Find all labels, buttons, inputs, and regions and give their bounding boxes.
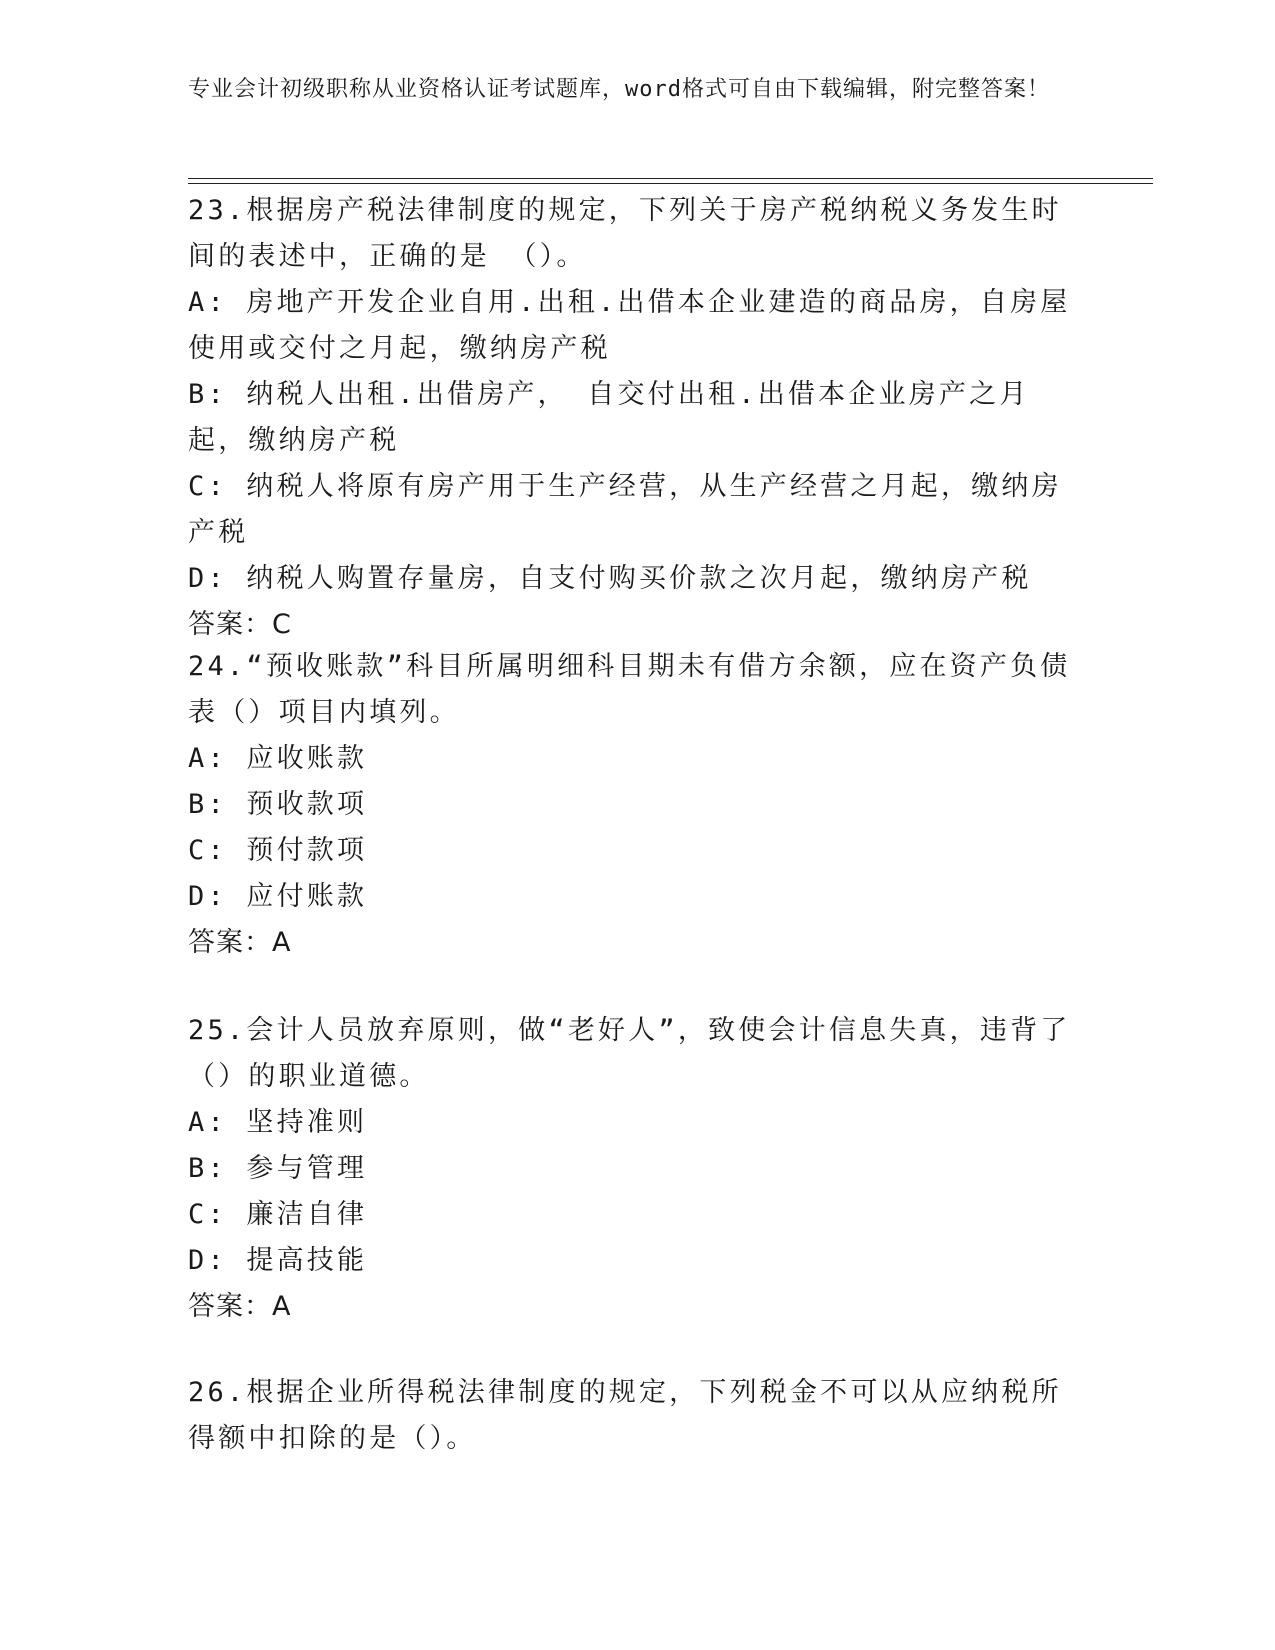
question-23	[188, 188, 1088, 648]
option-d: D: 纳税人购置存量房，自支付购买价款之次月起，缴纳房产税	[188, 563, 1032, 594]
question-stem: 25.会计人员放弃原则，做“老好人”，致使会计信息失真，违背了（）的职业道德。	[188, 1015, 1071, 1092]
option-a: A: 房地产开发企业自用.出租.出借本企业建造的商品房，自房屋使用或交付之月起，缴纳房产税	[188, 287, 1071, 364]
question-stem: 26.根据企业所得税法律制度的规定，下列税金不可以从应纳税所得额中扣除的是（）。	[188, 1377, 1062, 1454]
option-d: D: 提高技能	[188, 1245, 368, 1276]
option-c: C: 预付款项	[188, 835, 368, 866]
header-divider-bottom	[188, 183, 1153, 184]
question-26	[188, 1370, 1088, 1462]
question-25	[188, 1008, 1088, 1330]
answer-line: 答案：C	[188, 609, 292, 640]
option-c: C: 廉洁自律	[188, 1199, 368, 1230]
option-b: B: 纳税人出租.出借房产， 自交付出租.出借本企业房产之月起，缴纳房产税	[188, 379, 1030, 456]
header-divider-top	[188, 178, 1153, 179]
option-c: C: 纳税人将原有房产用于生产经营，从生产经营之月起，缴纳房产税	[188, 471, 1062, 548]
question-24	[188, 644, 1088, 966]
question-stem: 24.“预收账款”科目所属明细科目期未有借方余额，应在资产负债表（）项目内填列。	[188, 651, 1071, 728]
answer-line: 答案：A	[188, 927, 292, 958]
answer-line: 答案：A	[188, 1291, 292, 1322]
option-a: A: 坚持准则	[188, 1107, 368, 1138]
option-d: D: 应付账款	[188, 881, 368, 912]
option-b: B: 预收款项	[188, 789, 368, 820]
question-stem: 23.根据房产税法律制度的规定，下列关于房产税纳税义务发生时间的表述中，正确的是 （）。	[188, 195, 1062, 272]
option-b: B: 参与管理	[188, 1153, 368, 1184]
option-a: A: 应收账款	[188, 743, 368, 774]
page-header: 专业会计初级职称从业资格认证考试题库，word格式可自由下载编辑，附完整答案！	[188, 77, 1050, 102]
